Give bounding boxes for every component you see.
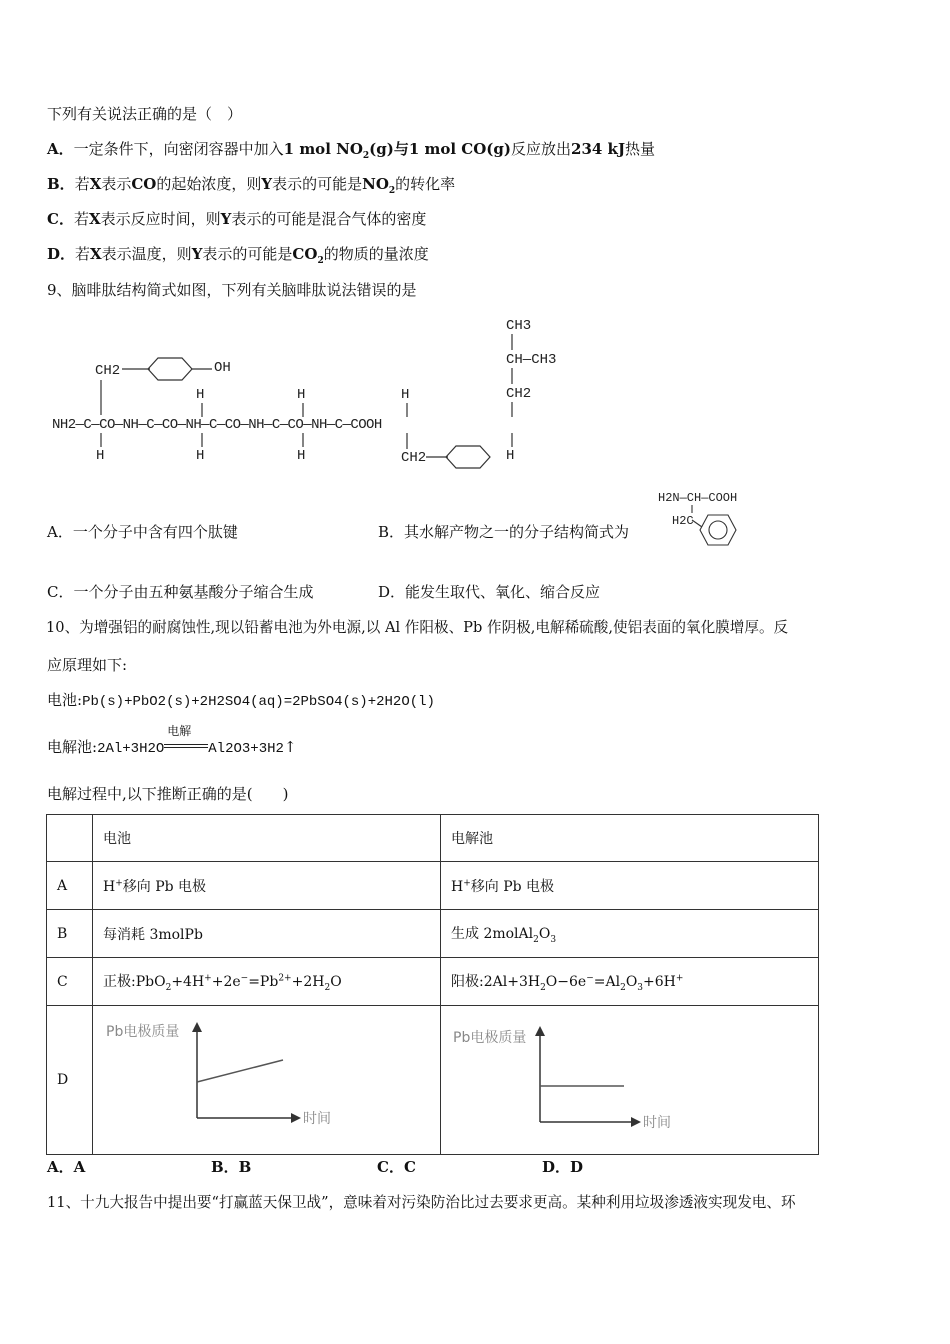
- x-axis-arrow-icon: [291, 1113, 301, 1123]
- struct-ch3-top: CH3: [506, 318, 532, 334]
- row-d-cell-graph: [441, 1006, 819, 1155]
- row-b-cell: 生成 $2molAl_2O_3$: [441, 910, 819, 958]
- q9-option-b: B．其水解产物之一的分子结构简式为: [378, 523, 630, 541]
- graph-line-increasing: [197, 1060, 283, 1082]
- row-d-battery-graph: [93, 1006, 441, 1155]
- row-c-cell: 阳极$:2Al+3H_2O-6e^-=Al_2O_3+6H^+$: [441, 958, 819, 1006]
- row-label: B: [47, 910, 93, 958]
- struct-h: H: [297, 448, 306, 464]
- y-axis-arrow-icon: [535, 1026, 545, 1036]
- struct-h: H: [297, 387, 306, 403]
- struct-h: H: [196, 448, 205, 464]
- electrolysis-condition: 电解: [167, 724, 192, 738]
- struct-h: H: [506, 448, 515, 464]
- x-axis-arrow-icon: [631, 1117, 641, 1127]
- q9-option-d: D．能发生取代、氧化、缩合反应: [378, 583, 601, 601]
- table-header-row: [47, 815, 819, 862]
- q10-answer-b: B．B: [211, 1158, 252, 1176]
- row-a-battery: H+移向 Pb 电极: [93, 862, 441, 910]
- q10-battery-equation: 电池:Pb(s)+PbO2(s)+2H2SO4(aq)=2PbSO4(s)+2H2O(l): [47, 691, 435, 710]
- table-cell: [47, 815, 93, 862]
- table-row: [47, 958, 819, 1006]
- struct-ch2-tyr: CH2: [95, 363, 121, 379]
- struct-bonds: [0, 0, 950, 480]
- q9-option-a: A．一个分子中含有四个肽键: [47, 523, 238, 541]
- row-label: A: [47, 862, 93, 910]
- table-header-cell: 电解池: [441, 815, 819, 862]
- q11-stem: 11、十九大报告中提出要“打赢蓝天保卫战”，意味着对污染防治比过去要求更高。某种利用垃圾渗透液实现发电、环: [47, 1194, 796, 1211]
- q8-stem: 下列有关说法正确的是（ ）: [47, 105, 243, 123]
- row-b-battery: 每消耗 3molPb: [93, 910, 441, 958]
- struct-ch-branch: CH—CH3: [506, 352, 557, 368]
- struct-backbone: NH2—C—CO—NH—C—CO—NH—C—CO—NH—C—CO—NH—C—COOH: [52, 417, 382, 433]
- graph-x-label: 时间: [303, 1111, 331, 1127]
- struct-amino-acid: H2N—CH—COOH: [658, 491, 738, 505]
- struct-h2c: H2C: [672, 514, 694, 528]
- struct-h: H: [401, 387, 410, 403]
- row-label: D: [47, 1006, 93, 1155]
- row-a-cell: H+移向 Pb 电极: [441, 862, 819, 910]
- row-label: C: [47, 958, 93, 1006]
- struct-ch2-phe: CH2: [401, 450, 427, 466]
- q8-option-d: D．若X表示温度，则Y表示的可能是$CO_2$的物质的量浓度: [47, 245, 429, 266]
- graph-y-label: Pb电极质量: [106, 1024, 180, 1040]
- q10-cell-equation: 电解池:2Al+3H2O 电解 Al2O3+3H2↑: [47, 737, 296, 759]
- q10-answer-c: C．C: [377, 1158, 416, 1176]
- table-row: [47, 862, 819, 910]
- table-row: [47, 1006, 819, 1155]
- table-row: [47, 910, 819, 958]
- q8-option-c: C．若X表示反应时间，则Y表示的可能是混合气体的密度: [47, 210, 427, 228]
- q9-stem: 9、脑啡肽结构简式如图，下列有关脑啡肽说法错误的是: [47, 281, 417, 299]
- graph-battery: [93, 1006, 439, 1150]
- q10-answer-d: D．D: [542, 1158, 584, 1176]
- graph-cell: [441, 1006, 817, 1150]
- q8-option-a: A．一定条件下，向密闭容器中加入1 mol $NO_2(g)$与1 mol CO(g)反应放出234 kJ热量: [47, 140, 656, 161]
- struct-b-bonds: [650, 485, 760, 550]
- graph-x-label: 时间: [643, 1115, 671, 1131]
- q10-answer-a: A．A: [47, 1158, 86, 1176]
- q8-option-b: B．若X表示CO的起始浓度，则Y表示的可能是$NO_2$的转化率: [47, 175, 456, 196]
- struct-oh: OH: [214, 360, 231, 376]
- q9-option-c: C．一个分子由五种氨基酸分子缩合生成: [47, 583, 314, 601]
- q10-stem-cont: 应原理如下:: [47, 656, 128, 674]
- struct-ch2-leu: CH2: [506, 386, 532, 402]
- row-c-battery: 正极$:PbO_2+4H^++2e^-=Pb^{2+}+2H_2O$: [93, 958, 441, 1006]
- struct-h: H: [196, 387, 205, 403]
- struct-h: H: [96, 448, 105, 464]
- q10-question: 电解过程中,以下推断正确的是( ): [47, 785, 289, 803]
- table-header-battery: 电池: [93, 815, 441, 862]
- graph-y-label: Pb电极质量: [453, 1030, 527, 1046]
- y-axis-arrow-icon: [192, 1022, 202, 1032]
- q10-options-table: [46, 814, 819, 1155]
- q10-stem: 10、为增强铝的耐腐蚀性,现以铅蓄电池为外电源,以 Al 作阳极、Pb 作阴极,电解稀硫酸,使铝表面的氧化膜增厚。反: [46, 619, 789, 636]
